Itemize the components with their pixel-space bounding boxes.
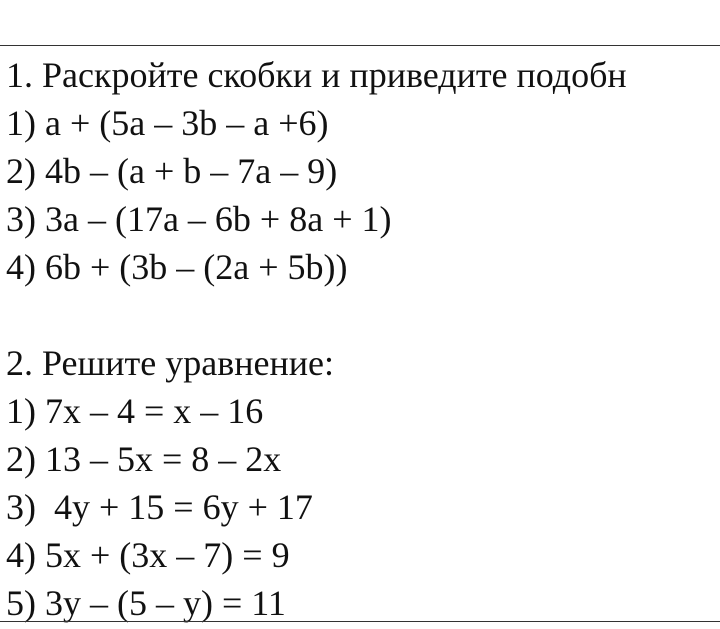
task-1-item-1: 1) a + (5a – 3b – a +6)	[6, 103, 329, 143]
bottom-rule	[0, 621, 720, 622]
task-2-item-5: 5) 3y – (5 – y) = 11	[6, 583, 286, 623]
task-2-item-4: 4) 5x + (3x – 7) = 9	[6, 535, 290, 575]
task-2-item-3: 3) 4y + 15 = 6y + 17	[6, 487, 313, 527]
section-spacer	[6, 291, 720, 339]
task-2-heading: 2. Решите уравнение:	[6, 343, 334, 383]
task-1-heading: 1. Раскройте скобки и приведите подобн	[6, 55, 627, 95]
task-1-item-3: 3) 3a – (17a – 6b + 8a + 1)	[6, 199, 392, 239]
task-1-item-4: 4) 6b + (3b – (2a + 5b))	[6, 247, 348, 287]
task-2-item-1: 1) 7x – 4 = x – 16	[6, 391, 264, 431]
worksheet	[6, 51, 720, 627]
task-2-section	[6, 339, 720, 627]
top-rule	[0, 45, 720, 46]
task-2-item-2: 2) 13 – 5x = 8 – 2x	[6, 439, 282, 479]
task-1-section	[6, 51, 720, 291]
task-1-item-2: 2) 4b – (a + b – 7a – 9)	[6, 151, 338, 191]
